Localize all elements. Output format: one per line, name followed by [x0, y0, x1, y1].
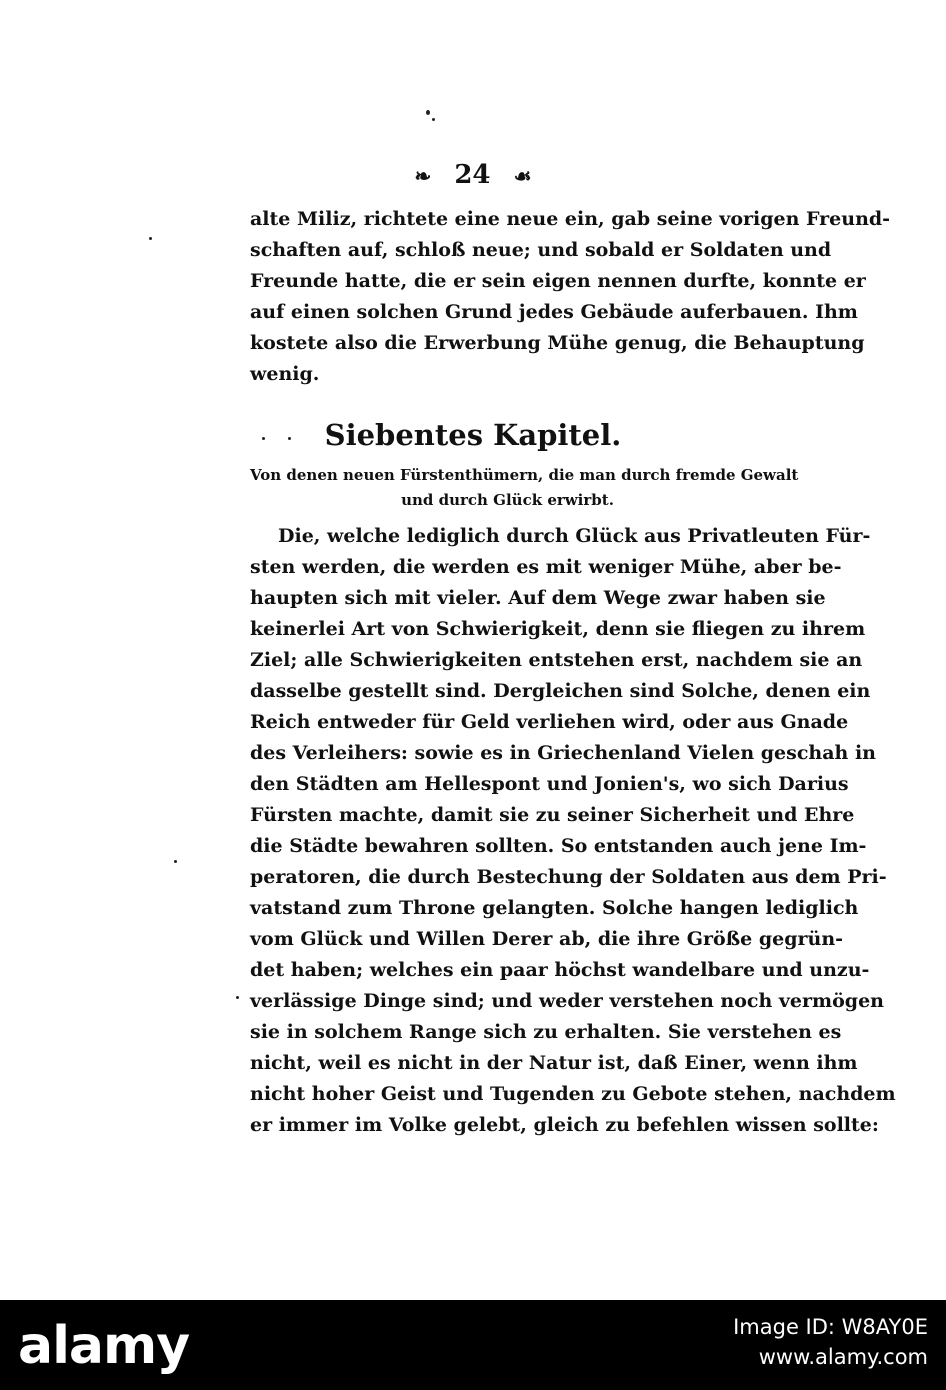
- text-line: des Verleihers: sowie es in Griechenland Vielen geschah in: [250, 742, 876, 764]
- text-line: vatstand zum Throne gelangten. Solche hangen lediglich: [250, 897, 859, 919]
- text-line: nicht, weil es nicht in der Natur ist, daß Einer, wenn ihm: [250, 1052, 858, 1074]
- text-line: haupten sich mit vieler. Auf dem Wege zwar haben sie: [250, 587, 826, 609]
- image-id-block: [733, 1312, 928, 1372]
- text-line: Ziel; alle Schwierigkeiten entstehen erst, nachdem sie an: [250, 649, 863, 671]
- ink-speck: [174, 860, 177, 863]
- page-number: 24: [454, 160, 491, 190]
- text-line: wenig.: [250, 363, 320, 385]
- subtitle-line: und durch Glück erwirbt.: [401, 491, 614, 509]
- chapter-title: Siebentes Kapitel.: [324, 418, 622, 452]
- text-line: sten werden, die werden es mit weniger Mühe, aber be-: [250, 556, 842, 578]
- text-line: alte Miliz, richtete eine neue ein, gab seine vorigen Freund-: [250, 208, 891, 230]
- site-url-text: www.alamy.com: [758, 1345, 928, 1369]
- image-id-text: Image ID: W8AY0E: [733, 1315, 928, 1339]
- ink-speck: [426, 110, 430, 115]
- text-line: er immer im Volke gelebt, gleich zu befehlen wissen sollte:: [250, 1114, 879, 1136]
- text-line: auf einen solchen Grund jedes Gebäude auferbauen. Ihm: [250, 301, 858, 323]
- text-line: Fürsten machte, damit sie zu seiner Sicherheit und Ehre: [250, 804, 855, 826]
- page-header: [0, 160, 946, 190]
- text-line: die Städte bewahren sollten. So entstanden auch jene Im-: [250, 835, 867, 857]
- paragraph-body: [250, 521, 896, 1141]
- paragraph-continued: [250, 204, 891, 390]
- text-line: verlässige Dinge sind; und weder verstehen noch vermögen: [250, 990, 884, 1012]
- ink-speck: [432, 118, 435, 121]
- alamy-logo: alamy: [18, 1316, 190, 1376]
- text-line: Die, welche lediglich durch Glück aus Privatleuten Für-: [278, 525, 871, 547]
- text-line: Reich entweder für Geld verliehen wird, oder aus Gnade: [250, 711, 849, 733]
- text-line: kostete also die Erwerbung Mühe genug, die Behauptung: [250, 332, 865, 354]
- text-line: Freunde hatte, die er sein eigen nennen durfte, konnte er: [250, 270, 866, 292]
- text-line: schaften auf, schloß neue; und sobald er Soldaten und: [250, 239, 832, 261]
- text-line: keinerlei Art von Schwierigkeit, denn sie fliegen zu ihrem: [250, 618, 866, 640]
- ink-speck: [149, 237, 152, 240]
- ink-speck: [236, 996, 239, 999]
- watermark-footer: [0, 1300, 946, 1390]
- text-line: peratoren, die durch Bestechung der Soldaten aus dem Pri-: [250, 866, 887, 888]
- text-line: dasselbe gestellt sind. Dergleichen sind Solche, denen ein: [250, 680, 871, 702]
- text-line: den Städten am Hellespont und Jonien's, wo sich Darius: [250, 773, 849, 795]
- text-line: sie in solchem Range sich zu erhalten. Sie verstehen es: [250, 1021, 842, 1043]
- subtitle-line: Von denen neuen Fürstenthümern, die man durch fremde Gewalt: [250, 466, 799, 484]
- text-line: vom Glück und Willen Derer ab, die ihre Größe gegrün-: [250, 928, 844, 950]
- ornament-right-icon: ☙: [513, 164, 532, 188]
- text-line: det haben; welches ein paar höchst wandelbare und unzu-: [250, 959, 870, 981]
- text-line: nicht hoher Geist und Tugenden zu Gebote stehen, nachdem: [250, 1083, 896, 1105]
- ornament-left-icon: ❧: [414, 164, 432, 188]
- chapter-subtitle: [250, 463, 799, 513]
